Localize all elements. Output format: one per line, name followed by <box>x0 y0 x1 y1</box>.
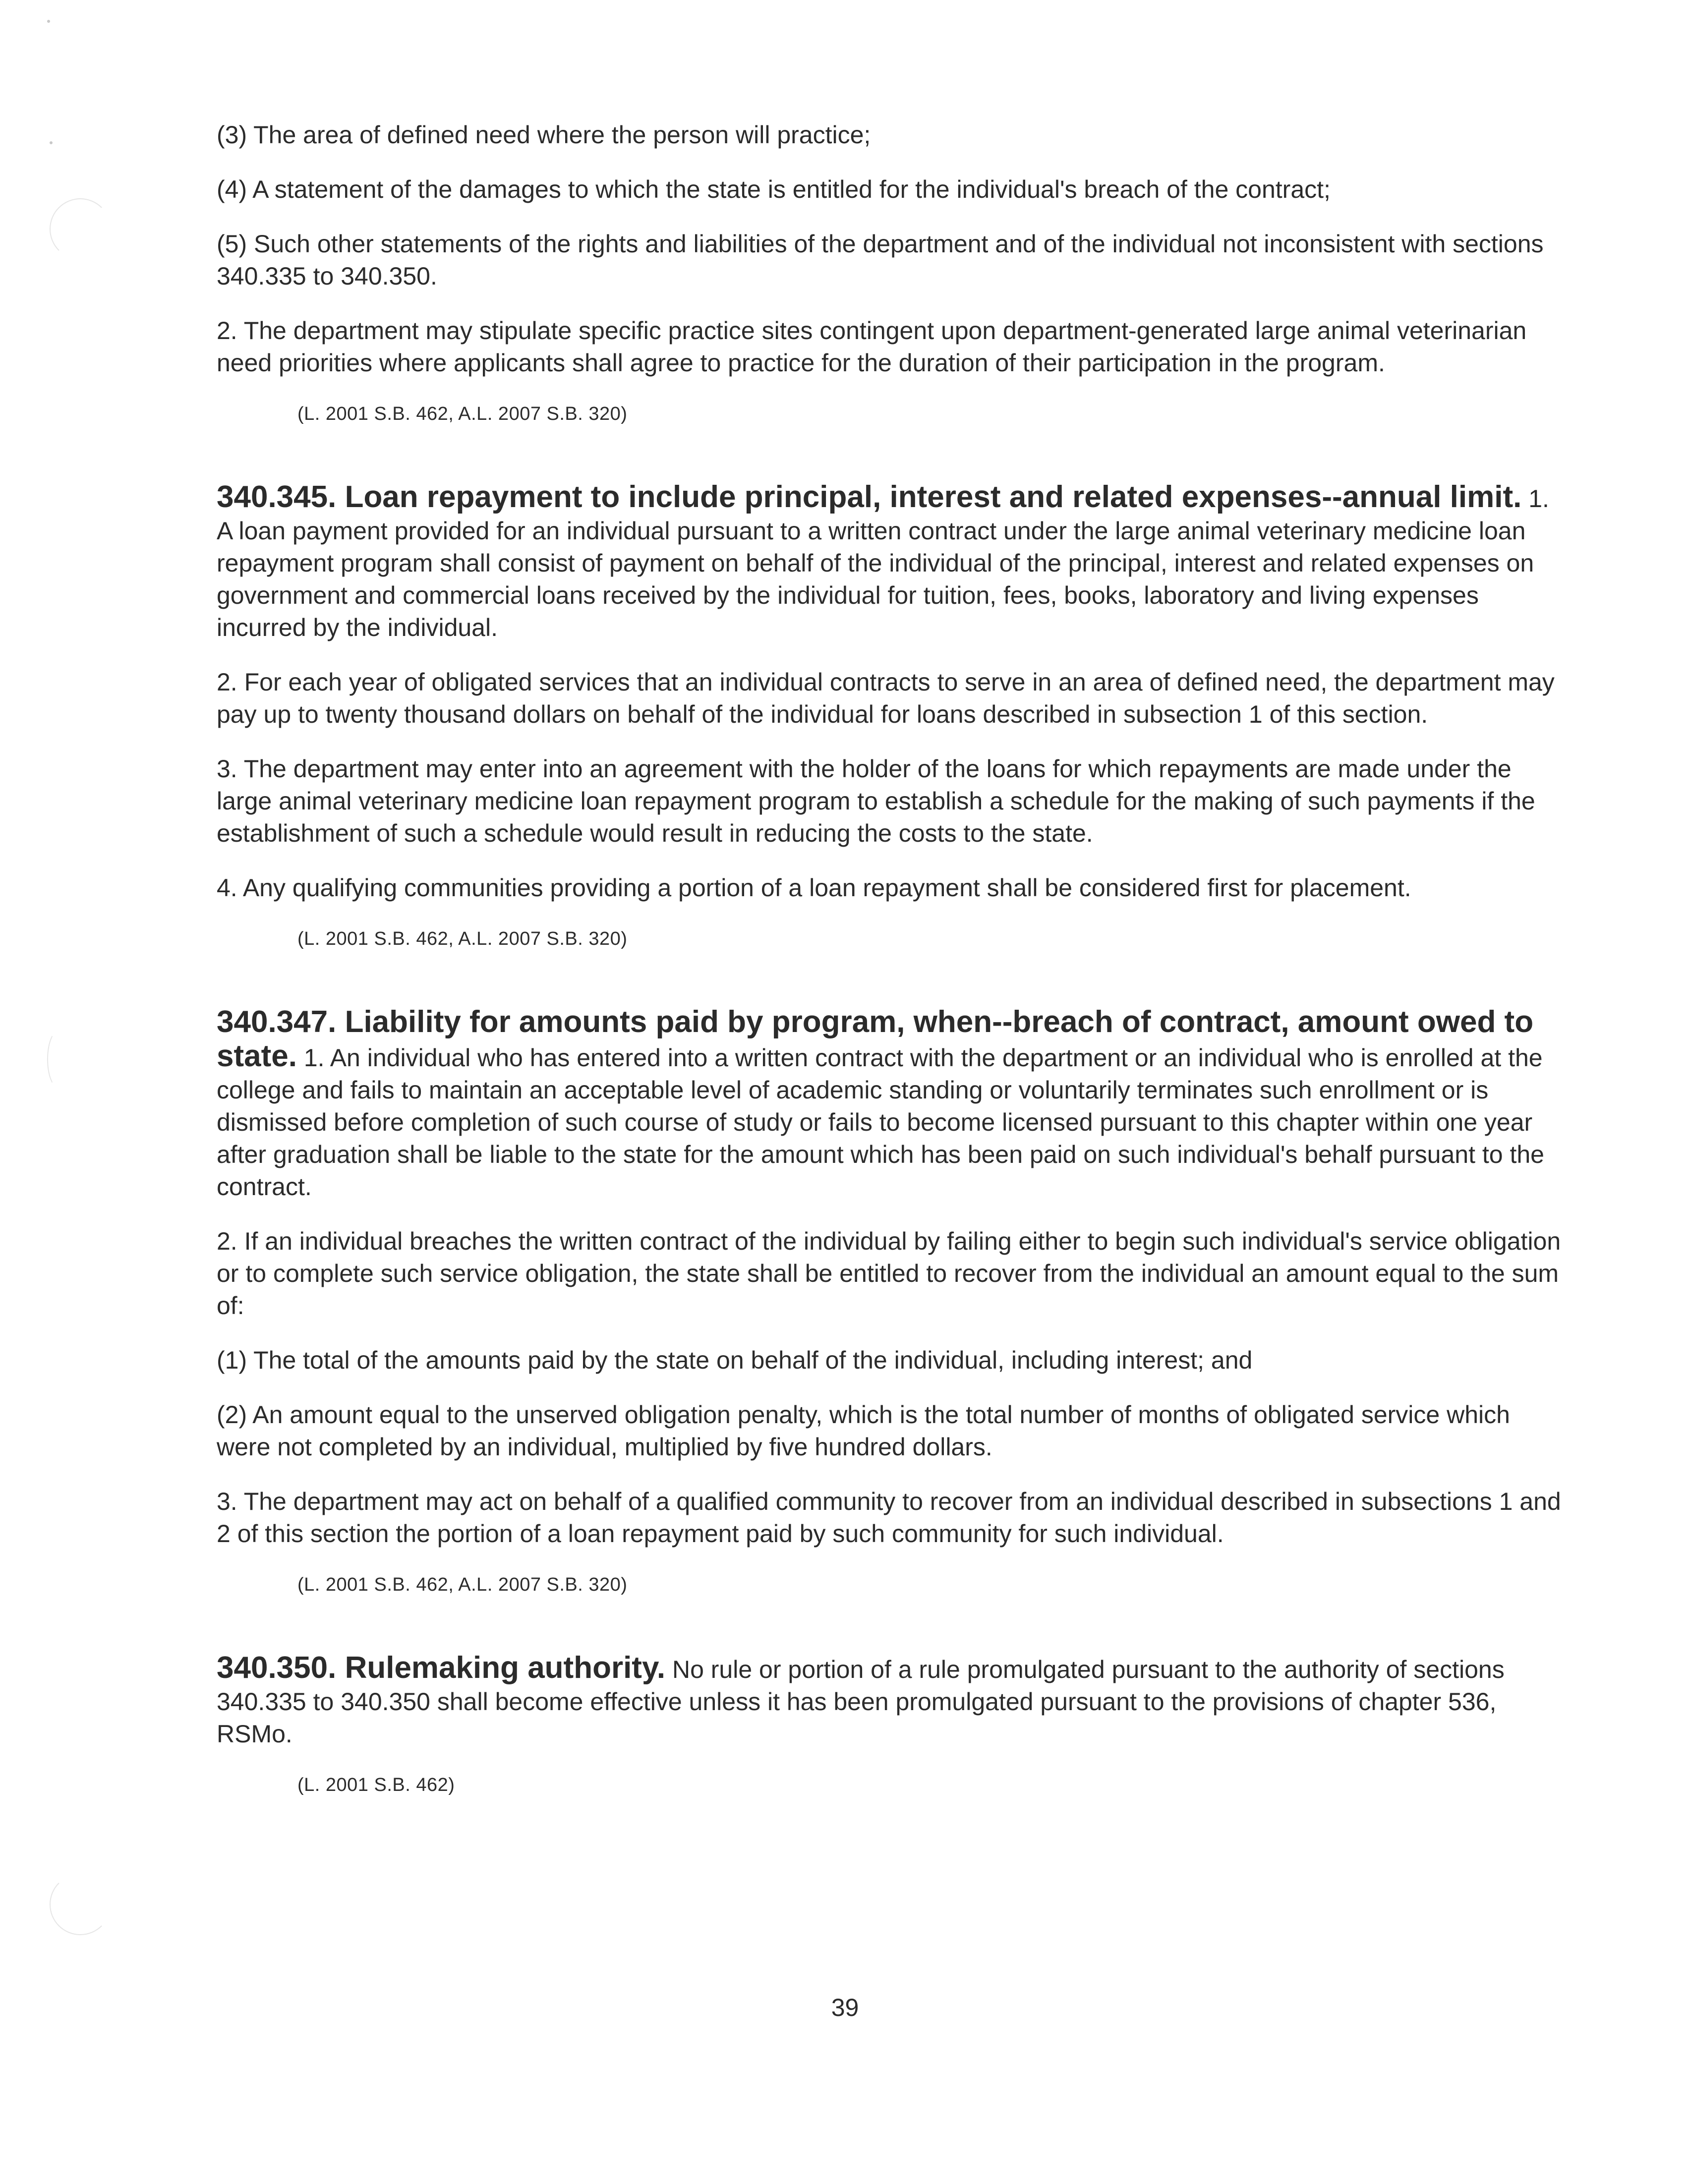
paragraph: (1) The total of the amounts paid by the state on behalf of the individual, including interest; and <box>217 1346 1253 1374</box>
paragraph: (5) Such other statements of the rights and liabilities of the department and of the individual not inconsistent with sections 340.335 to 340.350. <box>217 230 1544 290</box>
section-lead-text: No rule or portion of a rule promulgated pursuant to the authority of sections 340.335 to 340.350 shall become effective unless it has been promulgated pursuant to the provisions of chapter 536, RSMo. <box>217 1656 1505 1748</box>
punch-hole-mark <box>50 198 111 260</box>
section-340-345 <box>217 481 1565 951</box>
history-note: (L. 2001 S.B. 462, A.L. 2007 S.B. 320) <box>297 1574 628 1595</box>
document-body <box>217 119 1565 1797</box>
paragraph: 3. The department may enter into an agreement with the holder of the loans for which repayments are made under the large animal veterinary medicine loan repayment program to establish a schedule for the making of such payments if the establishment of such a schedule would result in reducing the costs to the state. <box>217 755 1535 847</box>
paragraph: 2. If an individual breaches the written contract of the individual by failing either to begin such individual's service obligation or to complete such service obligation, the state shall be entitled to recover from the individual an amount equal to the sum of: <box>217 1227 1561 1320</box>
punch-hole-mark <box>50 1874 111 1935</box>
section-lead <box>217 1652 1565 1750</box>
section-lead <box>217 1006 1565 1203</box>
scan-speck <box>47 20 50 23</box>
scan-speck <box>50 141 53 144</box>
history-note: (L. 2001 S.B. 462, A.L. 2007 S.B. 320) <box>297 928 628 949</box>
section-340-347 <box>217 1006 1565 1597</box>
paragraph: (3) The area of defined need where the person will practice; <box>217 121 871 149</box>
continued-section <box>217 119 1565 426</box>
paragraph: (2) An amount equal to the unserved obligation penalty, which is the total number of months of obligated service which were not completed by an individual, multiplied by five hundred dollars. <box>217 1401 1510 1461</box>
section-340-350 <box>217 1652 1565 1797</box>
paragraph: 4. Any qualifying communities providing a portion of a loan repayment shall be considered first for placement. <box>217 874 1411 902</box>
section-heading: 340.347. Liability for amounts paid by program, when--breach of contract, amount owed to state. <box>217 1005 1534 1073</box>
history-note: (L. 2001 S.B. 462, A.L. 2007 S.B. 320) <box>297 403 628 424</box>
section-heading: 340.350. Rulemaking authority. <box>217 1651 666 1685</box>
history-note: (L. 2001 S.B. 462) <box>297 1775 455 1795</box>
section-lead-text: 1. A loan payment provided for an individual pursuant to a written contract under the large animal veterinary medicine loan repayment program shall consist of payment on behalf of the individual of the principal, interest and related expenses on government and commercial loans received by the individual for tuition, fees, books, laboratory and living expenses incurred by the individual. <box>217 485 1549 641</box>
paragraph: (4) A statement of the damages to which the state is entitled for the individual's breach of the contract; <box>217 175 1331 203</box>
section-lead <box>217 481 1565 644</box>
paragraph: 3. The department may act on behalf of a qualified community to recover from an individual described in subsections 1 and 2 of this section the portion of a loan repayment paid by such community for such individual. <box>217 1488 1561 1548</box>
punch-hole-mark <box>47 1031 69 1088</box>
page-number: 39 <box>831 1994 859 2021</box>
paragraph: 2. For each year of obligated services that an individual contracts to serve in an area of defined need, the department may pay up to twenty thousand dollars on behalf of the individual for loans described in subsection 1 of this section. <box>217 668 1555 728</box>
section-lead-text: 1. An individual who has entered into a written contract with the department or an individual who is enrolled at the college and fails to maintain an acceptable level of academic standing or voluntarily terminates such enrollment or is dismissed before completion of such course of study or fails to become licensed pursuant to this chapter within one year after graduation shall be liable to the state for the amount which has been paid on such individual's behalf pursuant to the contract. <box>217 1044 1544 1201</box>
paragraph: 2. The department may stipulate specific practice sites contingent upon department-generated large animal veterinarian need priorities where applicants shall agree to practice for the duration of their participation in the program. <box>217 317 1527 377</box>
section-heading: 340.345. Loan repayment to include principal, interest and related expenses--annual limit. <box>217 480 1522 514</box>
